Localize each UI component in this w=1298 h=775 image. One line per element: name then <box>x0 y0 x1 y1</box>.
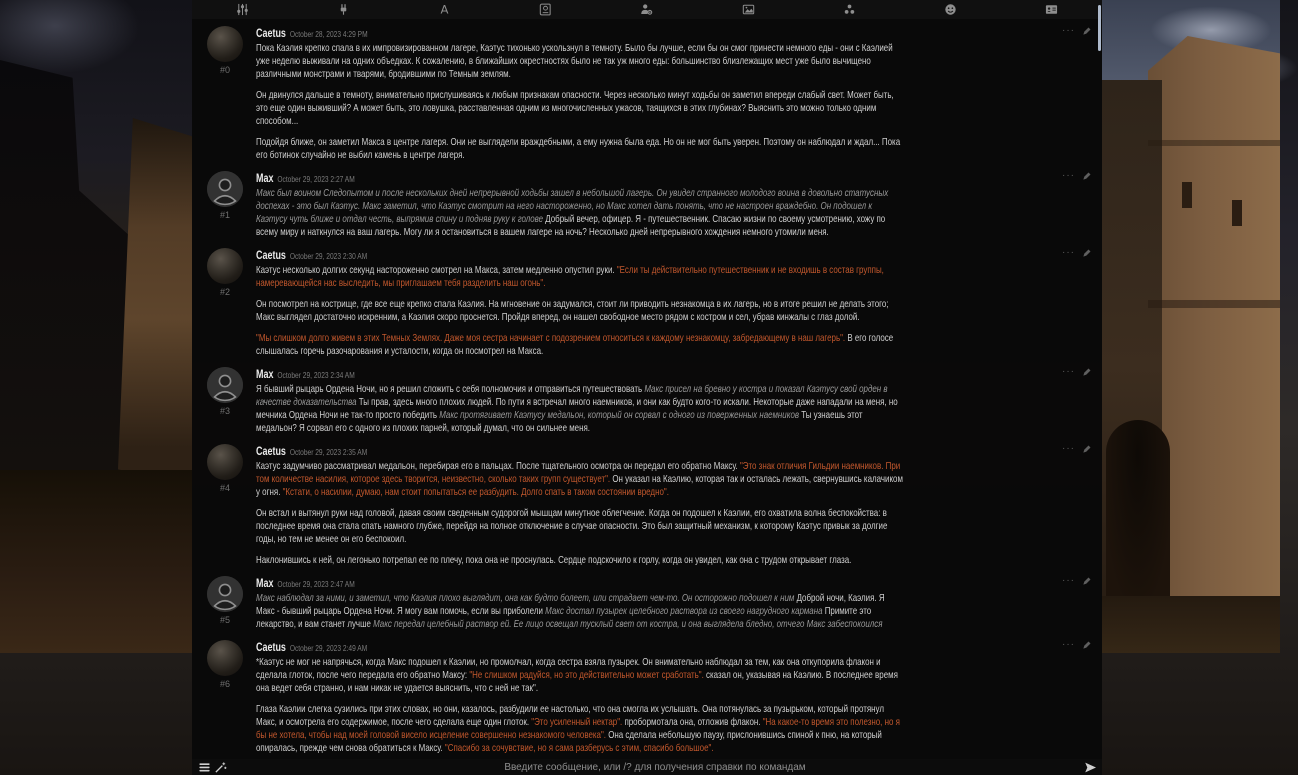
message-timestamp: October 29, 2023 2:30 AM <box>289 251 368 261</box>
message-body <box>256 640 903 755</box>
quoted-speech: "Это знак отличия Гильдии наемников. При том количестве насилия, которое здесь творится, неизвестно, сколько таких групп существует". <box>256 461 901 485</box>
ground-right <box>1102 596 1280 653</box>
message-paragraph <box>256 332 903 358</box>
quoted-speech: "Мы слишком долго живем в этих Темных Землях. Даже моя сестра начинает с подозрением относиться к каждому незнакомцу, забредающему в наш лагерь". <box>256 333 846 344</box>
avatar-column <box>202 26 248 162</box>
message-edit-icon[interactable] <box>1082 576 1092 586</box>
message-text: Добрый вечер, офицер. Я - путешественник. Спасаю жизни по своему усмотрению, хожу по всему миру и наткнулся на ваш лагерь. Могу ли я остановиться в вашем лагере на ночь? Несколько дней непрерывного хождения немного утомили меня. <box>256 214 886 238</box>
message-header <box>256 640 903 655</box>
avatar-column <box>202 248 248 358</box>
ledge-right-1 <box>1148 300 1280 308</box>
ledge-right-2 <box>1148 140 1280 146</box>
message-body <box>256 444 903 567</box>
quoted-speech: "Не слишком радуйся, но это действительно может сработать". <box>469 670 707 681</box>
quoted-speech: "На какое-то время это полезно, но я бы не хотела, чтобы над моей головой висело исцеление совершенно незнакомого человека". <box>256 717 900 741</box>
avatar-caetus[interactable] <box>207 640 243 676</box>
avatar-max[interactable] <box>207 367 243 403</box>
message-body <box>256 26 903 162</box>
message-paragraph <box>256 554 903 567</box>
character-name: Max <box>256 173 274 185</box>
message-header <box>256 367 903 382</box>
message-paragraph <box>256 89 903 128</box>
character-name: Caetus <box>256 446 286 458</box>
message-options-icon[interactable]: ··· <box>1062 639 1075 650</box>
message-header <box>256 444 903 459</box>
message-header <box>256 26 903 41</box>
svg-text:A: A <box>440 2 449 17</box>
message-paragraph <box>256 298 903 324</box>
message-index: #6 <box>219 679 230 689</box>
message-paragraph <box>256 383 903 435</box>
message-text: Каэтус несколько долгих секунд настороженно смотрел на Макса, затем медленно опустил руки. <box>256 265 617 276</box>
avatar-caetus[interactable] <box>207 248 243 284</box>
chat-message <box>192 362 1102 439</box>
avatar-column <box>202 576 248 631</box>
narration-text: Макс достал пузырек целебного раствора из своего нагрудного кармана <box>545 606 825 617</box>
message-text: Она сделала небольшую паузу, прислонившись спиной к пню, на который опиралась, прежде чем снова обратиться к Максу. <box>256 730 882 754</box>
message-actions <box>1062 640 1092 650</box>
extensions-cubes-icon[interactable] <box>842 3 856 17</box>
message-edit-icon[interactable] <box>1082 444 1092 454</box>
message-options-icon[interactable]: ··· <box>1062 366 1075 377</box>
character-name: Max <box>256 578 274 590</box>
window-right-1 <box>1182 182 1192 208</box>
ai-config-sliders-icon[interactable] <box>236 3 250 17</box>
avatar-caetus[interactable] <box>207 26 243 62</box>
message-paragraph <box>256 592 903 631</box>
message-header <box>256 576 903 591</box>
message-actions <box>1062 248 1092 258</box>
message-timestamp: October 29, 2023 2:35 AM <box>289 447 368 457</box>
send-message-icon[interactable] <box>1082 760 1098 774</box>
message-text: Примите это лекарство, и вам станет лучше <box>256 606 872 630</box>
message-paragraph <box>256 703 903 755</box>
chat-message <box>192 571 1102 635</box>
message-index: #1 <box>219 210 230 220</box>
message-timestamp: October 29, 2023 2:47 AM <box>277 579 355 589</box>
world-info-book-icon[interactable] <box>539 3 553 17</box>
message-index: #5 <box>219 615 230 625</box>
message-body <box>256 171 903 239</box>
chat-messages <box>192 19 1102 759</box>
message-text: Доброй ночи, Каэлия. Я Макс - бывший рыцарь Ордена Ночи. Я могу вам помочь, если вы приболели <box>256 593 885 617</box>
narration-text: Макс был воином Следопытом и после нескольких дней непрерывной ходьбы зашел в небольшой лагерь. Он увидел странного молодого воина в довольно статусных доспехах - это был Каэтус. Макс заметил, что Каэтус смотрит на него настороженно, но Макс хотел дать понять, что не настроен враждебно. Он подошел к Каэтусу чуть ближе и отдал честь, выпрямив спину и подняв руку к голове <box>256 188 889 225</box>
narration-text: Макс протягивает Каэтусу медальон, который он сорвал с одного из поверженных наемников <box>439 410 802 421</box>
character-name: Caetus <box>256 250 286 262</box>
message-text: Он указал на Каэлию, которая так и осталась лежать, свернувшись калачиком у огня. <box>256 474 903 498</box>
narration-text: Макс передал целебный раствор ей. Ее лицо освещал тусклый свет от костра, и она выглядела бледно, отчего Макс забеспокоился <box>373 619 883 630</box>
arched-doorway-right <box>1106 420 1170 596</box>
message-options-icon[interactable]: ··· <box>1062 575 1075 586</box>
avatar-max[interactable] <box>207 171 243 207</box>
formatting-font-icon[interactable] <box>438 3 452 17</box>
message-text: *Каэтус не мог не напрячься, когда Макс подошел к Каэлии, но промолчал, когда сестра взяла пузырек. Он внимательно наблюдал за тем, как она откупорила флакон и сделала глоток, после чего передала его обратно Максу: <box>256 657 881 681</box>
message-text: Каэтус задумчиво рассматривал медальон, перебирая его в пальцах. После тщательного осмотра он передал его обратно Максу. <box>256 461 740 472</box>
message-options-icon[interactable]: ··· <box>1062 170 1075 181</box>
character-name: Max <box>256 369 274 381</box>
message-edit-icon[interactable] <box>1082 367 1092 377</box>
message-timestamp: October 29, 2023 2:34 AM <box>277 370 355 380</box>
avatar-column <box>202 171 248 239</box>
message-index: #0 <box>219 65 230 75</box>
message-edit-icon[interactable] <box>1082 640 1092 650</box>
narration-text: Макс присел на бревно у костра и показал Каэтусу свой орден в качестве доказательства <box>256 384 888 408</box>
quoted-speech: "Кстати, о насилии, думаю, нам стоит попытаться ее разбудить. Долго спать в таком состоянии вредно". <box>282 487 669 498</box>
message-text: Ты узнаешь этот медальон? Я сорвал его с одного из плохих парней, который думал, что он сильнее меня. <box>256 410 863 434</box>
message-text: Он встал и вытянул руки над головой, давая своим сведенным судорогой мышцам минутное облегчение. Когда он подошел к Каэлии, его охватила волна беспокойства: в последнее время она стала спать намного глубже, перейдя на полное отключение в случае опасности. Это был защитный механизм, к которому Каэтус привык за долгие годы, но тем не менее он его беспокоил. <box>256 508 888 545</box>
message-edit-icon[interactable] <box>1082 26 1092 36</box>
message-text: Пока Каэлия крепко спала в их импровизированном лагере, Каэтус тихонько ускользнул в темноту. Было бы лучше, если бы он смог принести немного еды - они с Каэлией уже неделю выживали на одних объедках. К сожалению, в ближайших окрестностях было не так уж много еды: большинство близлежащих мест уже было вычищено различными монстрами и тварями, бродившими по Темным землям. <box>256 43 893 80</box>
chat-scrollbar[interactable] <box>1098 5 1101 51</box>
window-right-2 <box>1232 200 1242 226</box>
message-timestamp: October 28, 2023 4:29 PM <box>289 29 368 39</box>
message-actions <box>1062 26 1092 36</box>
message-actions <box>1062 444 1092 454</box>
message-body <box>256 248 903 358</box>
message-composer <box>192 759 1102 775</box>
message-paragraph <box>256 42 903 81</box>
message-paragraph <box>256 187 903 239</box>
personas-smiley-icon[interactable] <box>943 3 957 17</box>
message-text: В его голосе слышалась горечь разочарования и усталости, когда он посмотрел на Макса. <box>256 333 894 357</box>
message-text: Наклонившись к ней, он легонько потрепал ее по плечу, пока она не проснулась. Сердце подскочило к горлу, когда он увидел, как она с трудом открывает глаза. <box>256 555 852 566</box>
message-text: Я бывший рыцарь Ордена Ночи, но я решил сложить с себя полномочия и отправиться путешествовать <box>256 384 645 395</box>
avatar-column <box>202 444 248 567</box>
backgrounds-image-icon[interactable] <box>741 3 755 17</box>
message-timestamp: October 29, 2023 2:27 AM <box>277 174 355 184</box>
message-text: Подойдя ближе, он заметил Макса в центре лагеря. Они не выглядели враждебными, а ему нужна была еда. Но он не мог быть уверен. Поэтому он наблюдал и ждал... Пока его ботинок случайно не выбил камень в центре лагеря. <box>256 137 901 161</box>
top-nav-bar <box>192 0 1102 19</box>
message-text: сказал он, указывая на Каэлию. В последнее время она ведет себя странно, и нам никак не удается выяснить, что с ней не так". <box>256 670 898 694</box>
message-index: #3 <box>219 406 230 416</box>
message-timestamp: October 29, 2023 2:49 AM <box>289 643 368 653</box>
message-actions <box>1062 576 1092 586</box>
chat-message <box>192 21 1102 166</box>
message-index: #2 <box>219 287 230 297</box>
message-paragraph <box>256 264 903 290</box>
character-name: Caetus <box>256 642 286 654</box>
message-options-icon[interactable]: ··· <box>1062 443 1075 454</box>
chat-message <box>192 635 1102 759</box>
message-edit-icon[interactable] <box>1082 248 1092 258</box>
magic-wand-icon[interactable] <box>212 760 228 774</box>
chat-message <box>192 243 1102 362</box>
quoted-speech: "Спасибо за сочувствие, но я сама разберусь с этим, спасибо большое". <box>444 743 714 754</box>
options-menu-icon[interactable] <box>196 760 212 774</box>
message-paragraph <box>256 460 903 499</box>
message-actions <box>1062 171 1092 181</box>
message-options-icon[interactable]: ··· <box>1062 247 1075 258</box>
avatar-max[interactable] <box>207 576 243 612</box>
message-text: Он посмотрел на кострище, где все еще крепко спала Каэлия. На мгновение он задумался, стоит ли приводить незнакомца в их лагерь, но в итоге решил не делать этого; Макс выглядел достаточно искренним, а Каэлия скоро проснется. Пройдя вперед, он нашел свободное место рядом с костром и сел, убрав кинжалы с глаз долой. <box>256 299 889 323</box>
message-text: Он двинулся дальше в темноту, внимательно прислушиваясь к любым признакам опасности. Через несколько минут ходьбы он заметил впереди слабый свет. Может быть, это еще один выживший? А может быть, это ловушка, расставленная одним из многочисленных ужасов, таящихся в этих глубинах? Выяснить это можно только одним способом... <box>256 90 894 127</box>
ground-left <box>0 470 192 653</box>
message-text: Ты прав, здесь много плохих людей. По пути я встречал много наемников, и они как будто кого-то искали. Некоторые даже нападали на меня, но мечника Ордена Ночи не так-то просто победить <box>256 397 898 421</box>
user-settings-icon[interactable] <box>640 3 654 17</box>
characters-card-icon[interactable] <box>1044 3 1058 17</box>
chat-message <box>192 166 1102 243</box>
message-index: #4 <box>219 483 230 493</box>
message-edit-icon[interactable] <box>1082 171 1092 181</box>
avatar-column <box>202 640 248 755</box>
message-paragraph <box>256 507 903 546</box>
message-options-icon[interactable]: ··· <box>1062 25 1075 36</box>
message-actions <box>1062 367 1092 377</box>
message-body <box>256 367 903 435</box>
message-paragraph <box>256 136 903 162</box>
message-header <box>256 171 903 186</box>
api-plug-icon[interactable] <box>337 3 351 17</box>
message-text: пробормотала она, отложив флакон. <box>624 717 763 728</box>
avatar-column <box>202 367 248 435</box>
narration-text: Макс наблюдал за ними, и заметил, что Каэлия плохо выглядит, она как будто болеет, или страдает чем-то. Он осторожно подошел к ним <box>256 593 797 604</box>
message-input[interactable] <box>228 759 1082 775</box>
quoted-speech: "Если ты действительно путешественник и не входишь в состав группы, намеревающейся нас выследить, мы приглашаем тебя разделить наш огонь". <box>256 265 884 289</box>
message-paragraph <box>256 656 903 695</box>
chat-app-window <box>192 0 1102 754</box>
chat-message <box>192 439 1102 571</box>
avatar-caetus[interactable] <box>207 444 243 480</box>
message-body <box>256 576 903 631</box>
character-name: Caetus <box>256 28 286 40</box>
message-text: Глаза Каэлии слегка сузились при этих словах, но они, казалось, разбудили ее настолько, что она смогла их услышать. Она потянулась за пузырьком, который протянул Макс, и осмотрела его содержимое, после чего сделала еще один глоток. <box>256 704 884 728</box>
message-header <box>256 248 903 263</box>
quoted-speech: "Это усиленный нектар". <box>531 717 625 728</box>
